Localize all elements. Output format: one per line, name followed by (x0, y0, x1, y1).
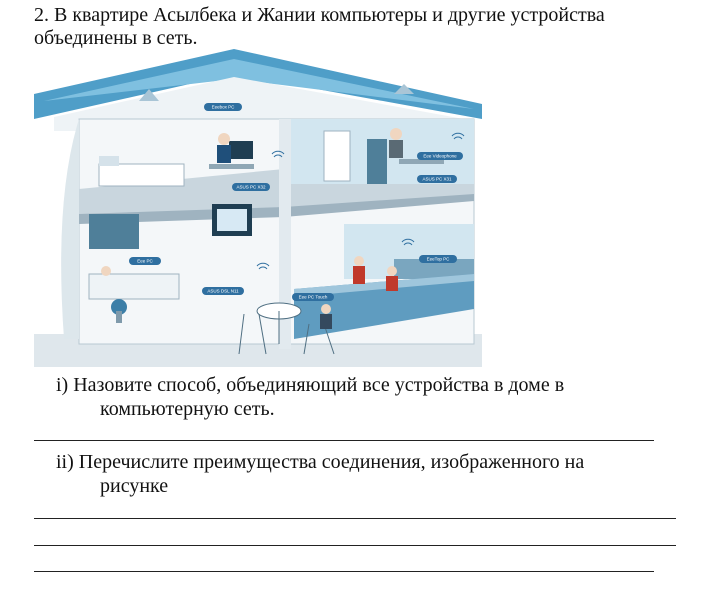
device-label-videophone (417, 152, 463, 160)
question-title: 2. В квартире Асылбека и Жании компьютеры и другие устройства объединены в сеть. (34, 4, 605, 49)
subquestion-1-line2: компьютерную сеть. (100, 398, 275, 420)
answer-line-4[interactable] (34, 571, 654, 572)
device-label-asus-x31 (417, 175, 457, 183)
subquestion-1-line1: i) Назовите способ, объединяющий все устройства в доме в (56, 374, 565, 396)
svg-text:EeeTop PC: EeeTop PC (426, 256, 450, 262)
svg-text:Eeebox PC: Eeebox PC (211, 104, 235, 110)
svg-text:Eee PC: Eee PC (137, 258, 153, 264)
house-network-illustration (34, 49, 482, 367)
answer-line-2[interactable] (34, 518, 676, 519)
svg-text:ASUS DSL N11: ASUS DSL N11 (207, 288, 239, 294)
device-label-eeetop (419, 255, 457, 263)
answer-line-1[interactable] (34, 440, 654, 441)
device-label-eee-touch (292, 293, 334, 301)
subquestion-2-line1: ii) Перечислите преимущества соединения, изображенного на (56, 451, 585, 473)
device-label-eeebox (204, 103, 242, 111)
svg-text:ASUS PC X32: ASUS PC X32 (236, 184, 266, 190)
svg-text:ASUS PC X31: ASUS PC X31 (422, 176, 452, 182)
device-label-asus-x32 (232, 183, 270, 191)
device-label-asus-dsl (202, 287, 244, 295)
subquestion-2-line2: рисунке (100, 475, 169, 497)
answer-line-3[interactable] (34, 545, 676, 546)
device-label-eee-pc (129, 257, 161, 265)
svg-text:Eee PC Touch: Eee PC Touch (298, 294, 328, 300)
svg-text:Eee Videophone: Eee Videophone (423, 153, 457, 159)
